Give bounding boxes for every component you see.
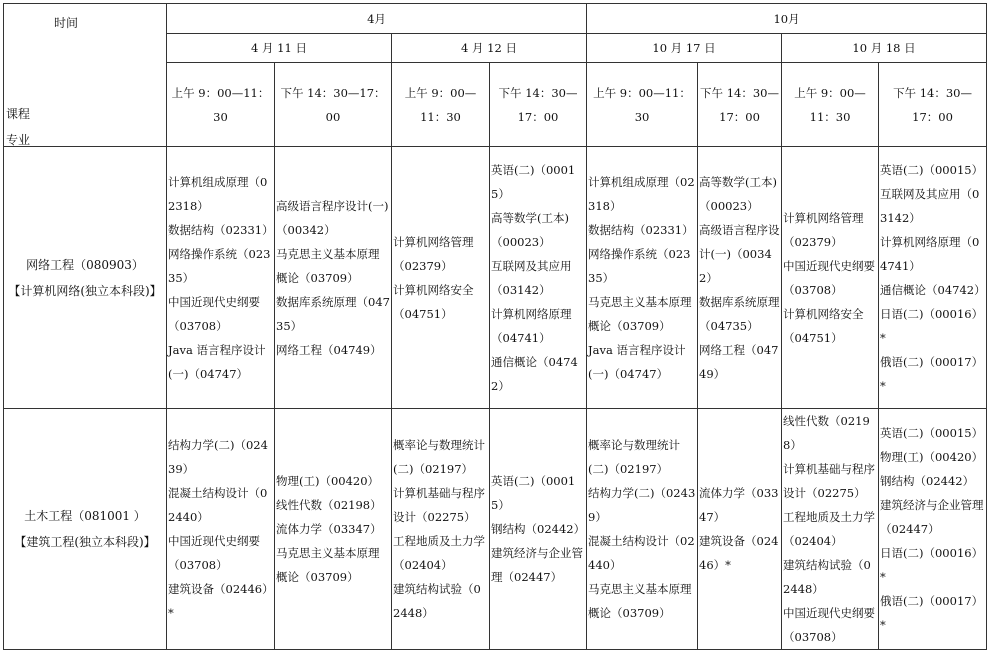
course-item: 马克思主义基本原理概论（03709） [276, 546, 380, 584]
course-item: 数据库系统原理（04735） [699, 294, 780, 333]
course-item: 线性代数（02198） [783, 414, 870, 452]
course-item: 建筑设备（02446）* [699, 534, 779, 572]
course-cell [275, 147, 392, 409]
time-slot: 上午 9：00—11：30 [167, 63, 275, 147]
course-cell [392, 409, 490, 650]
course-item: 建筑经济与企业管理（02447） [880, 498, 984, 536]
course-item: Java 语言程序设计(一)（04747） [588, 342, 686, 381]
course-item: 线性代数（02198） [276, 498, 382, 512]
course-cell [782, 147, 879, 409]
course-item: 马克思主义基本原理概论（03709） [588, 582, 692, 620]
table-row [4, 409, 987, 650]
table-row [4, 147, 987, 409]
course-item: 工程地质及土力学（02404） [393, 534, 485, 572]
course-item: 结构力学(二)（02439） [168, 438, 268, 476]
course-cell [167, 409, 275, 650]
time-slot: 下午 14：30—17：00 [490, 63, 587, 147]
course-cell [698, 409, 782, 650]
course-item: 中国近现代史纲要（03708） [783, 606, 876, 644]
course-item: 互联网及其应用（03142） [491, 258, 572, 297]
course-item: 工程地质及土力学（02404） [783, 510, 876, 548]
course-cell [490, 147, 587, 409]
course-item: 计算机组成原理（02318） [588, 174, 695, 213]
course-item: 计算机网络管理（02379） [783, 210, 864, 249]
course-item: 英语(二)（00015） [880, 162, 984, 177]
major-label: 专业 [6, 133, 31, 147]
course-cell [782, 409, 879, 650]
time-slot: 上午 9：00—11：30 [587, 63, 698, 147]
course-item: 马克思主义基本原理概论（03709） [588, 294, 692, 333]
date-header: 10 月 17 日 [587, 34, 782, 63]
course-item: 通信概论（04742） [880, 282, 986, 297]
month-header-october: 10月 [587, 4, 987, 34]
course-item: 通信概论（04742） [491, 354, 578, 393]
major-cell [4, 147, 167, 409]
date-header: 4 月 11 日 [167, 34, 392, 63]
course-item: 钢结构（02442） [880, 474, 975, 488]
time-slot: 上午 9：00—11：30 [782, 63, 879, 147]
date-header: 4 月 12 日 [392, 34, 587, 63]
course-item: 混凝土结构设计（02440） [168, 486, 268, 524]
time-label: 时间 [54, 16, 79, 30]
course-item: 英语(二)（00015） [880, 426, 984, 440]
course-item: 混凝土结构设计（02440） [588, 534, 695, 572]
course-item: 建筑结构试验（02448） [783, 558, 871, 596]
major-name: 网络工程（080903） [26, 257, 144, 272]
course-item: 数据结构（02331） [588, 222, 694, 237]
course-item: 英语(二)（00015） [491, 474, 576, 512]
course-cell [879, 409, 987, 650]
course-item: 计算机网络原理（04741） [880, 234, 980, 273]
course-label: 课程 [6, 107, 31, 121]
course-cell [698, 147, 782, 409]
time-slot: 下午 14：30—17：00 [879, 63, 987, 147]
program-name: 【计算机网络(独立本科段)】 [8, 283, 162, 298]
course-item: 物理(工)（00420） [276, 474, 380, 488]
course-cell [587, 147, 698, 409]
course-item: 物理(工)（00420） [880, 450, 984, 464]
course-cell [490, 409, 587, 650]
course-item: 高等数学(工本)（00023） [699, 174, 777, 213]
time-slot: 下午 14：30—17：00 [275, 63, 392, 147]
course-item: 网络工程（04749） [276, 342, 382, 357]
course-item: 计算机网络安全（04751） [783, 306, 864, 345]
course-item: 钢结构（02442） [491, 522, 586, 536]
program-name: 【建筑工程(独立本科段)】 [14, 535, 156, 549]
time-slot: 下午 14：30—17：00 [698, 63, 782, 147]
course-item: 概率论与数理统计(二)（02197） [393, 438, 485, 476]
major-cell [4, 409, 167, 650]
course-cell [587, 409, 698, 650]
course-item: 中国近现代史纲要（03708） [783, 258, 876, 297]
course-item: 流体力学（03347） [699, 486, 779, 524]
month-header-april: 4月 [167, 4, 587, 34]
course-item: 计算机基础与程序设计（02275） [783, 462, 876, 500]
course-item: 互联网及其应用（03142） [880, 186, 980, 225]
course-cell [167, 147, 275, 409]
course-item: 马克思主义基本原理概论（03709） [276, 246, 380, 285]
course-item: 网络操作系统（02335） [168, 246, 271, 285]
course-item: 建筑经济与企业管理（02447） [491, 546, 583, 584]
course-item: 网络工程（04749） [699, 342, 779, 381]
course-item: Java 语言程序设计(一)（04747） [168, 342, 266, 381]
course-item: 概率论与数理统计(二)（02197） [588, 438, 681, 476]
date-header: 10 月 18 日 [782, 34, 987, 63]
course-item: 计算机组成原理（02318） [168, 174, 268, 213]
course-item: 网络操作系统（02335） [588, 246, 691, 285]
exam-schedule-table [3, 3, 987, 650]
course-item: 俄语(二)（00017）* [880, 354, 984, 393]
course-item: 计算机网络安全（04751） [393, 282, 474, 321]
course-item: 计算机网络管理（02379） [393, 234, 474, 273]
course-item: 计算机基础与程序设计（02275） [393, 486, 485, 524]
course-item: 计算机网络原理（04741） [491, 306, 572, 345]
course-item: 建筑结构试验（02448） [393, 582, 481, 620]
time-slot: 上午 9：00—11：30 [392, 63, 490, 147]
month-row [4, 4, 987, 34]
course-item: 中国近现代史纲要（03708） [168, 534, 260, 572]
course-item: 建筑设备（02446）* [168, 582, 268, 620]
course-cell [275, 409, 392, 650]
course-item: 中国近现代史纲要（03708） [168, 294, 260, 333]
header-corner-cell [4, 4, 167, 147]
course-item: 数据库系统原理（04735） [276, 294, 390, 333]
course-item: 高等数学(工本)（00023） [491, 210, 569, 249]
course-cell [392, 147, 490, 409]
course-item: 流体力学（03347） [276, 522, 382, 536]
major-name: 土木工程（081001 ） [24, 509, 146, 523]
course-item: 日语(二)（00016）* [880, 306, 984, 345]
course-item: 结构力学(二)（02439） [588, 486, 696, 524]
course-item: 数据结构（02331） [168, 222, 274, 237]
course-item: 高级语言程序设计(一)（00342） [276, 198, 389, 237]
course-item: 俄语(二)（00017）* [880, 594, 984, 632]
course-item: 日语(二)（00016）* [880, 546, 984, 584]
course-cell [879, 147, 987, 409]
course-item: 英语(二)（00015） [491, 162, 576, 201]
course-item: 高级语言程序设计(一)（00342） [699, 222, 780, 285]
